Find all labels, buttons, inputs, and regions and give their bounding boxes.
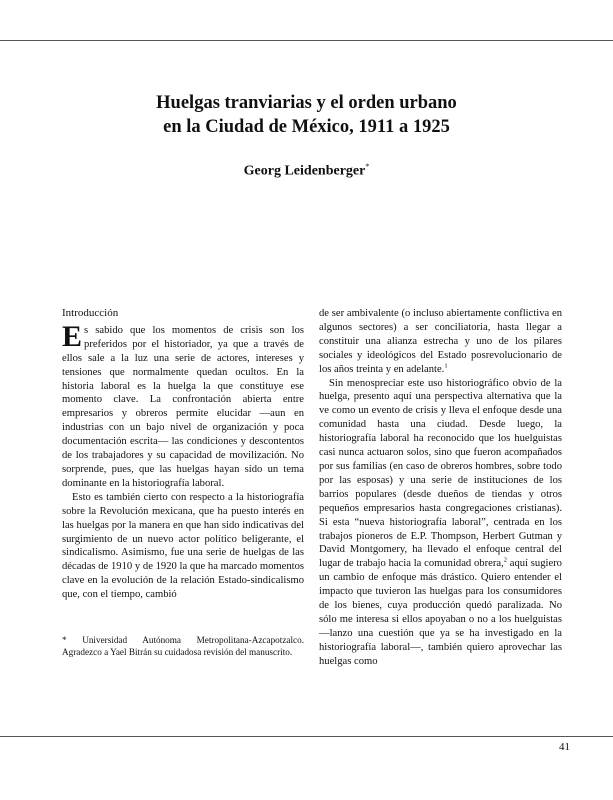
paragraph-1 xyxy=(62,319,304,491)
footnote-ref-2: 2 xyxy=(503,556,507,564)
paragraph-1-text: s sabido que los momentos de crisis son los preferidos por el historiador, ya que a través de ellos sale a la luz una serie de actores, intereses y tensiones que normalmente quedan ocultos. En la historia laboral es la huelga la que constituye ese momento clave. La confrontación abierta entre empresarios y obreros permite elucidar —aun en industrias con un bajo nivel de organización y poca documentación escrita— las condiciones y descontentos de los trabajadores y su capacidad de movilización. No sorprende, pues, que las huelgas hayan sido un tema dominante en la historiografía laboral. xyxy=(62,324,304,489)
paragraph-2-continued xyxy=(319,307,562,377)
author-name xyxy=(0,162,613,180)
footnote: * Universidad Autónoma Metropolitana-Azcapotzalco. Agradezco a Yael Bitrán su cuidadosa revisión del manuscrito. xyxy=(62,635,304,657)
paragraph-3-text-a: Sin menospreciar este uso historiográfico obvio de la huelga, presento aquí una perspectiva alternativa que la ve como un evento de crisis y lleva el enfoque desde una comunidad hasta una ciudad. Desde luego, la historiografía laboral ha reconocido que los huelguistas casi nunca actuaron solos, sino que fueron acompañados por sus familias (en caso de obreros hombres, sobre todo por las esposas) y una serie de instituciones de los barrios populares (desde dueños de tiendas y otros pequeños empresarios hasta congregaciones cristianas). Si esta “nueva historiografía laboral”, centrada en los trabajos pioneros de E.P. Thompson, Herbert Gutman y David Montgomery, ha llevado el enfoque central del lugar de trabajo hacia la comunidad obrera, xyxy=(319,377,562,570)
author-name-text: Georg Leidenberger xyxy=(243,163,366,179)
title-line-1: Huelgas tranviarias y el orden urbano xyxy=(156,93,457,113)
paragraph-2: Esto es también cierto con respecto a la historiografía sobre la Revolución mexicana, que ha puesto interés en las huelgas por la manera en que han sido indicativas del surgimiento de un nuevo actor político beligerante, el sindicalismo. Asimismo, fue una serie de huelgas de las décadas de 1910 y de 1920 la que ha marcado momentos clave en la evolución de la relación Estado-sindicalismo que, con el tiempo, cambió xyxy=(62,491,304,601)
drop-cap: E xyxy=(62,319,83,353)
page-number: 41 xyxy=(559,741,570,753)
section-heading: Introducción xyxy=(62,307,119,319)
footer-rule xyxy=(0,736,613,737)
right-column xyxy=(319,307,562,669)
title-line-2: en la Ciudad de México, 1911 a 1925 xyxy=(163,117,450,137)
footnote-ref-1: 1 xyxy=(444,362,448,370)
header-rule xyxy=(0,40,613,41)
author-footnote-mark: * xyxy=(365,162,370,171)
paragraph-2-continued-text: de ser ambivalente (o incluso abiertamente conflictiva en algunos sectores) a ser conciliatoria, hasta llegar a constituir una alianza estrecha y uno de los pilares sociales y ideológicos del Estado posrevolucionario de los años treinta y en adelante. xyxy=(319,308,562,375)
left-column xyxy=(62,307,304,602)
article-title xyxy=(0,91,613,139)
paragraph-3 xyxy=(319,377,562,669)
paragraph-3-text-b: aquí sugiero un cambio de enfoque más drástico. Quiero entender el impacto que tuvieron las huelgas para los consumidores de los bienes, cuya producción quedó paralizada. No sólo me interesa si ellos apoyaban o no a los huelguistas —lanzo una cuestión que ya se ha investigado en la historiografía laboral—, también quiero aprovechar las huelgas como xyxy=(319,558,562,667)
